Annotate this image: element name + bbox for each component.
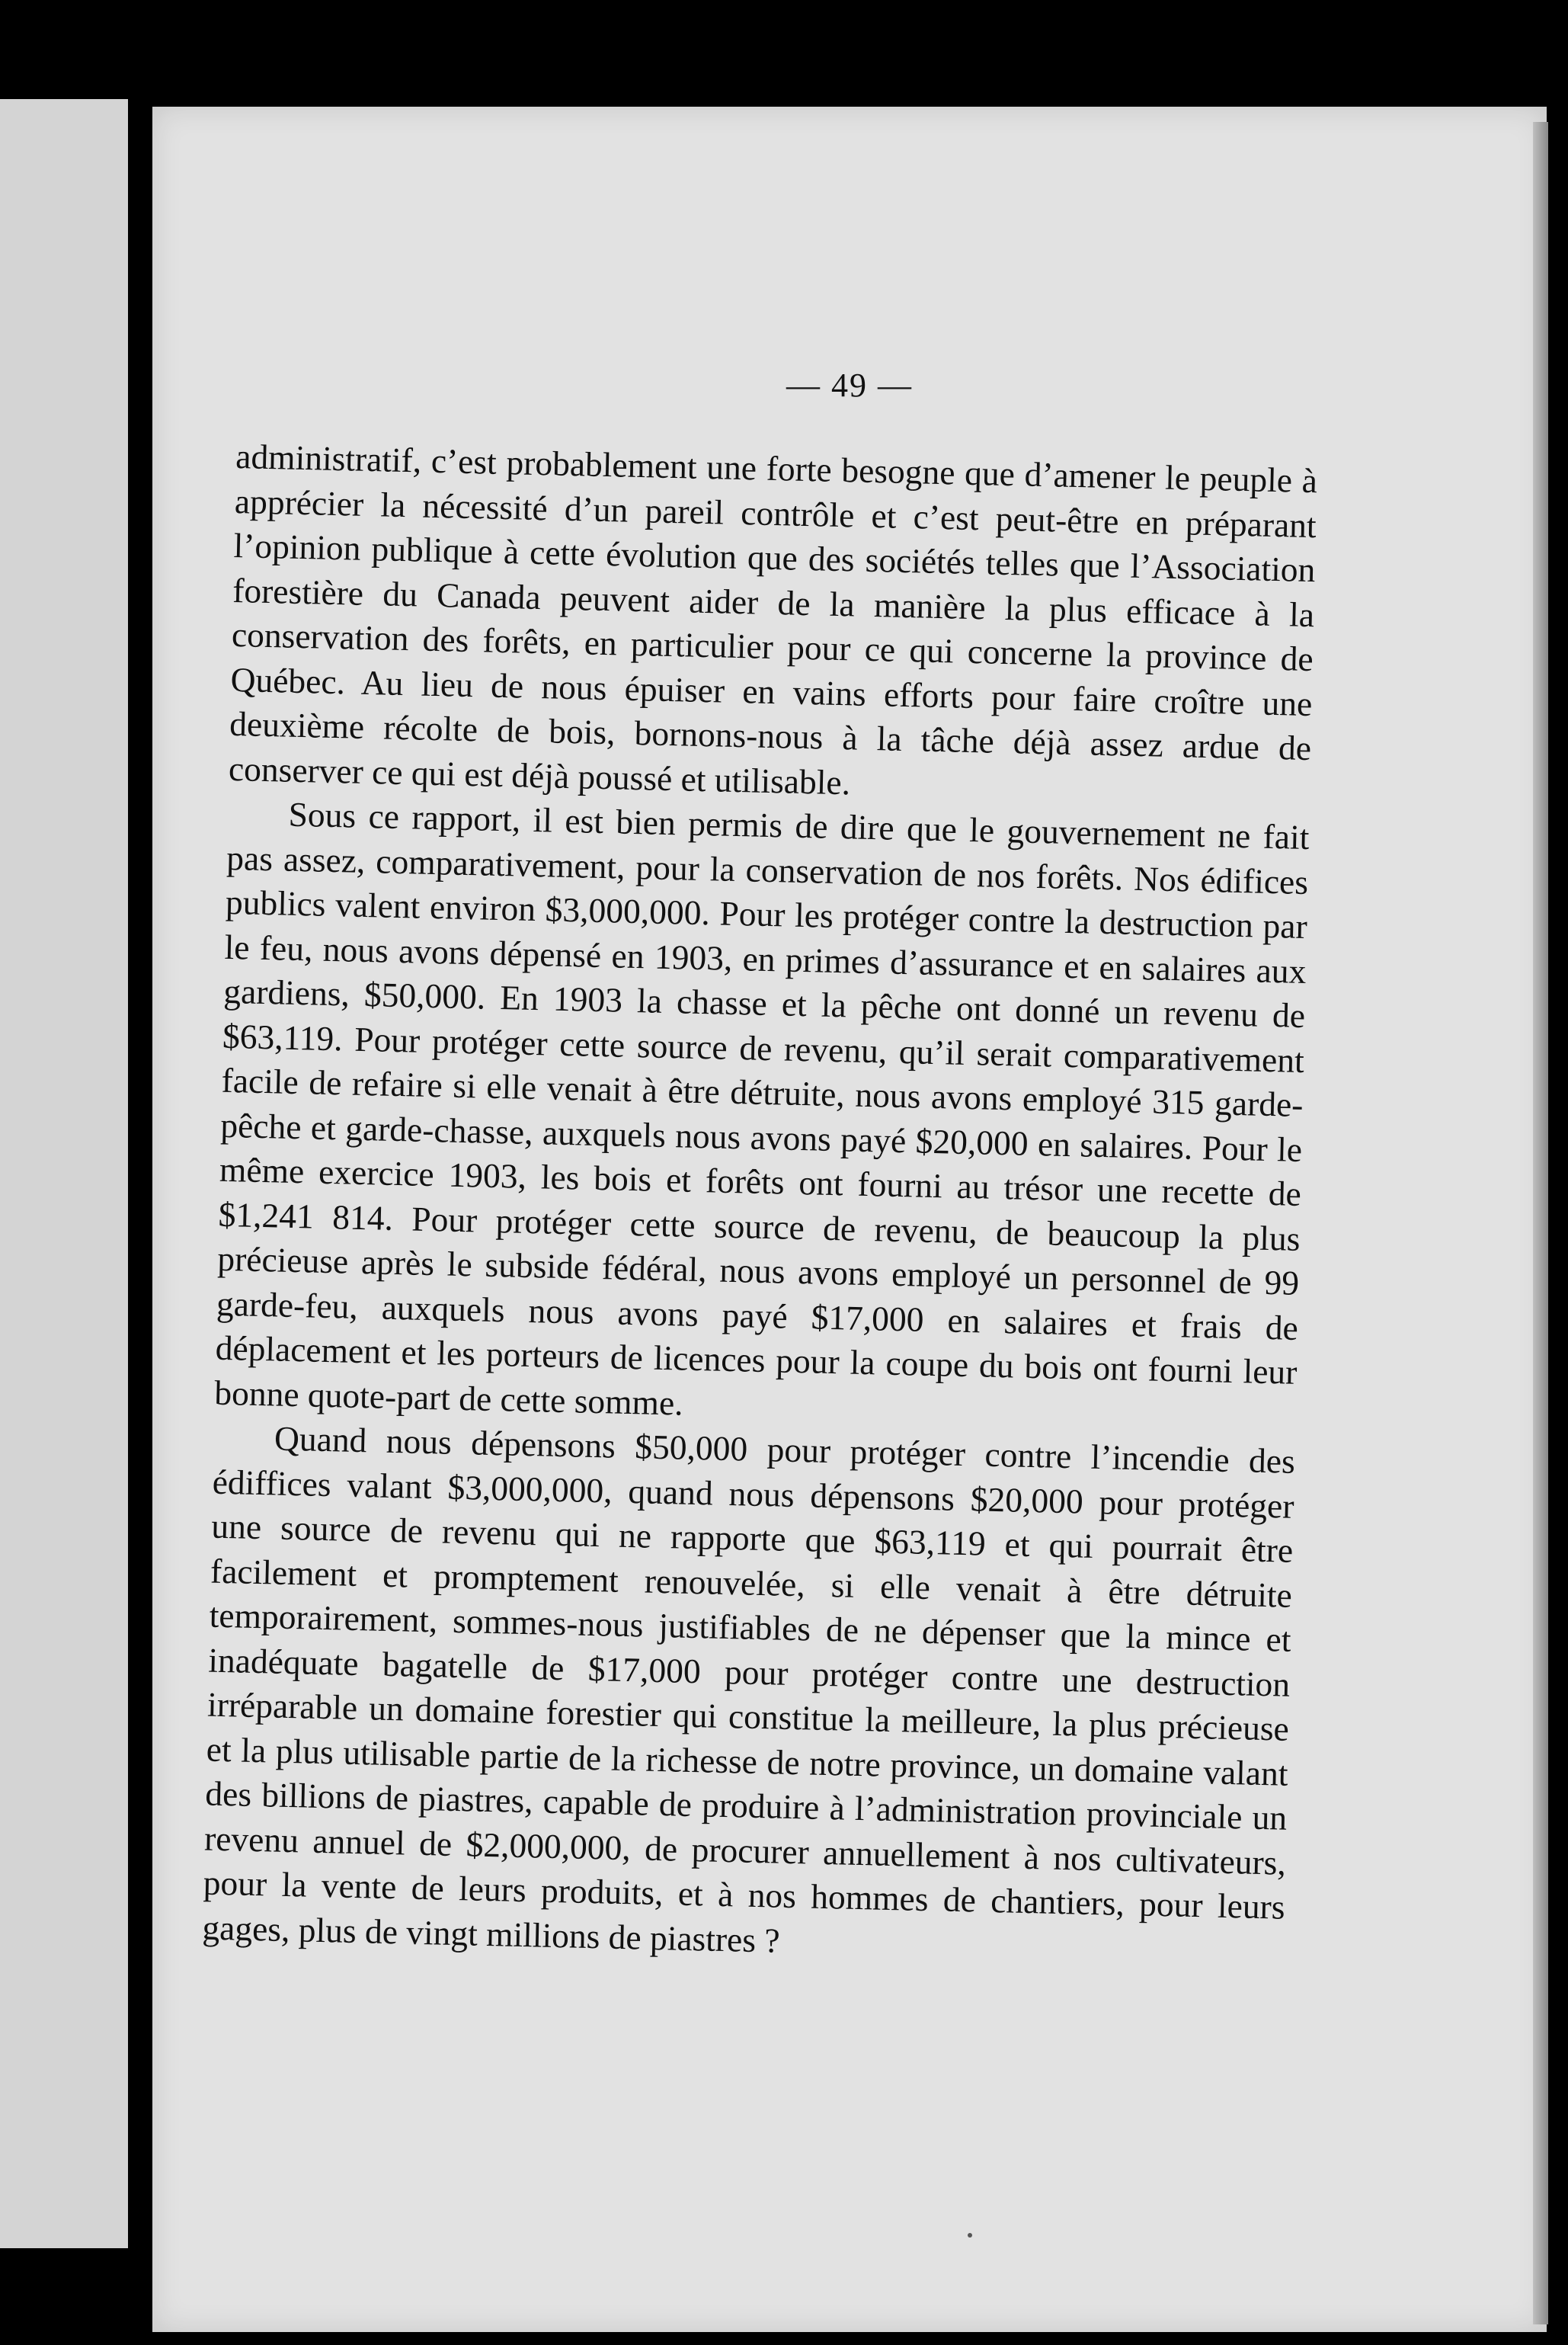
- adjacent-page-edge: [0, 99, 128, 2248]
- page-number: — 49 —: [786, 367, 913, 404]
- page-right-edge: [1533, 122, 1548, 2324]
- paper-speck: [968, 2233, 972, 2238]
- paragraph-2: Sous ce rapport, il est bien permis de dire que le gouvernement ne fait pas assez, comparativement, pour la conservation de nos forêts. Nos édifices publics valent environ $3,000,000. Pour les protéger contre la destruction par le feu, nous avons dépensé en 1903, en primes d’assurance et en salaires aux gardiens, $50,000. En 1903 la chasse et la pêche ont donné un revenu de $63,119. Pour protéger cette source de revenu, qu’il serait comparativement facile de refaire si elle venait à être détruite, nous avons employé 315 garde-pêche et garde-chasse, auxquels nous avons payé $20,000 en salaires. Pour le même exercice 1903, les bois et forêts ont fourni au trésor une recette de $1,241 814. Pour protéger cette source de revenu, de beaucoup la plus précieuse après le subside fédéral, nous avons employé un personnel de 99 garde-feu, auxquels nous avons payé $17,000 en salaires et frais de déplacement et les porteurs de licences pour la coupe du bois ont fourni leur bonne quote-part de cette somme.: [213, 794, 1310, 1423]
- book-page: [152, 107, 1547, 2332]
- paragraph-3: Quand nous dépensons $50,000 pour protéger contre l’incendie des édiffices valant $3,000,000, quand nous dépensons $20,000 pour protéger une source de revenu qui ne rapporte que $63,119 et qui pourrait être facilement et promptement renouvelée, si elle venait à être détruite temporairement, sommes-nous justifiables de ne dépenser que la mince et inadéquate bagatelle de $17,000 pour protéger contre une destruction irréparable un domaine forestier qui constitue la meilleure, la plus précieuse et la plus utilisable partie de la richesse de notre province, un domaine valant des billions de piastres, capable de produire à l’administration provinciale un revenu annuel de $2,000,000, de procurer annuellement à nos cultivateurs, pour la vente de leurs produits, et à nos hommes de chantiers, pour leurs gages, plus de vingt millions de piastres ?: [201, 1418, 1296, 1960]
- paragraph-1: administratif, c’est probablement une forte besogne que d’amener le peuple à apprécier la nécessité d’un pareil contrôle et c’est peut-être en préparant l’opinion publique à cette évolution que des sociétés telles que l’Association forestière du Canada peuvent aider de la manière la plus efficace à la conservation des forêts, en particulier pour ce qui concerne la province de Québec. Au lieu de nous épuiser en vains efforts pour faire croître une deuxième récolte de bois, bornons-nous à la tâche déjà assez ardue de conserver ce qui est déjà poussé et utilisable.: [228, 436, 1318, 802]
- body-text: [202, 434, 1318, 1975]
